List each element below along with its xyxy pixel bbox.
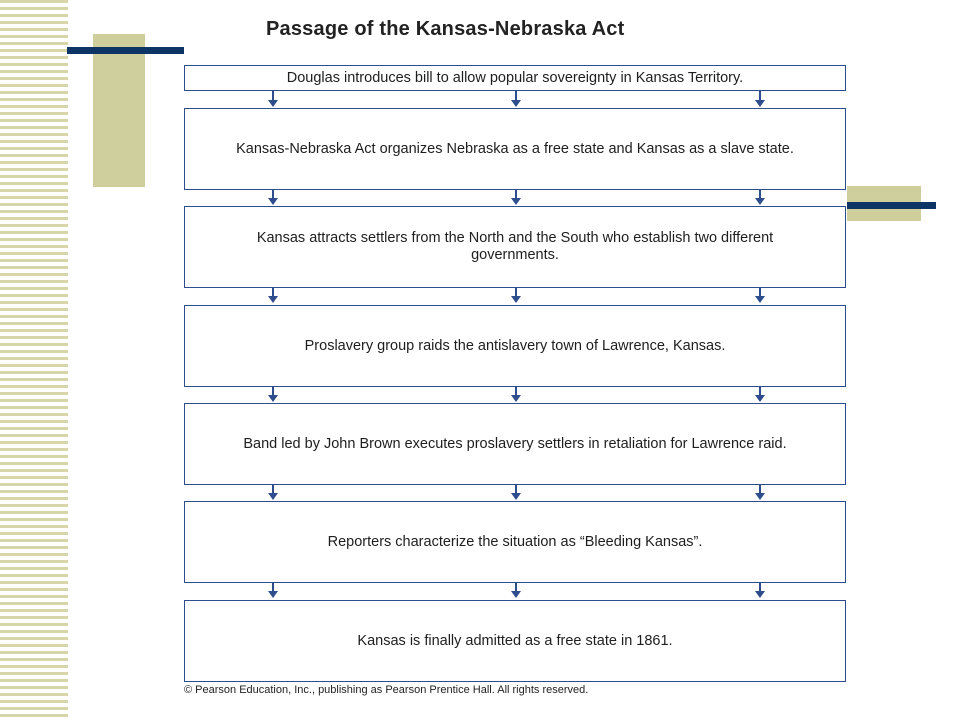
copyright-credit: © Pearson Education, Inc., publishing as Pearson Prentice Hall. All rights reserved. — [184, 684, 589, 696]
down-arrow-icon — [510, 386, 522, 404]
flow-arrows-5 — [184, 484, 846, 502]
down-arrow-icon — [754, 386, 766, 404]
down-arrow-icon — [510, 189, 522, 207]
flow-step-7-text: Kansas is finally admitted as a free state in 1861. — [357, 632, 673, 649]
down-arrow-icon — [510, 582, 522, 600]
flow-step-5-text: Band led by John Brown executes proslavery settlers in retaliation for Lawrence raid. — [243, 435, 787, 452]
flow-arrows-3 — [184, 287, 846, 305]
flow-step-6 — [184, 501, 846, 583]
down-arrow-icon — [267, 189, 279, 207]
flow-arrows-1 — [184, 91, 846, 109]
down-arrow-icon — [754, 189, 766, 207]
flow-step-3 — [184, 206, 846, 288]
down-arrow-icon — [510, 91, 522, 109]
flow-arrows-4 — [184, 386, 846, 404]
flow-step-4-text: Proslavery group raids the antislavery town of Lawrence, Kansas. — [304, 337, 726, 354]
decorative-navy-bar-right — [847, 202, 936, 209]
slide-title: Passage of the Kansas-Nebraska Act — [266, 18, 625, 40]
down-arrow-icon — [754, 484, 766, 502]
down-arrow-icon — [754, 91, 766, 109]
flow-step-2-text: Kansas-Nebraska Act organizes Nebraska as a free state and Kansas as a slave state. — [236, 140, 794, 157]
flow-arrows-2 — [184, 189, 846, 207]
down-arrow-icon — [267, 484, 279, 502]
down-arrow-icon — [267, 582, 279, 600]
down-arrow-icon — [510, 484, 522, 502]
flow-step-1 — [184, 65, 846, 91]
decorative-olive-block-top — [93, 34, 145, 187]
down-arrow-icon — [754, 582, 766, 600]
down-arrow-icon — [510, 287, 522, 305]
down-arrow-icon — [754, 287, 766, 305]
flow-step-5 — [184, 403, 846, 485]
decorative-navy-bar-top — [67, 47, 184, 54]
flow-arrows-6 — [184, 582, 846, 600]
down-arrow-icon — [267, 91, 279, 109]
flow-step-4 — [184, 305, 846, 387]
flow-step-6-text: Reporters characterize the situation as “Bleeding Kansas”. — [327, 533, 703, 550]
down-arrow-icon — [267, 287, 279, 305]
down-arrow-icon — [267, 386, 279, 404]
flow-step-1-text: Douglas introduces bill to allow popular sovereignty in Kansas Territory. — [286, 69, 744, 86]
flow-step-3-text: Kansas attracts settlers from the North and the South who establish two different governments. — [256, 230, 774, 263]
decorative-stripes — [0, 0, 68, 720]
flow-step-7 — [184, 600, 846, 682]
flow-step-2 — [184, 108, 846, 190]
